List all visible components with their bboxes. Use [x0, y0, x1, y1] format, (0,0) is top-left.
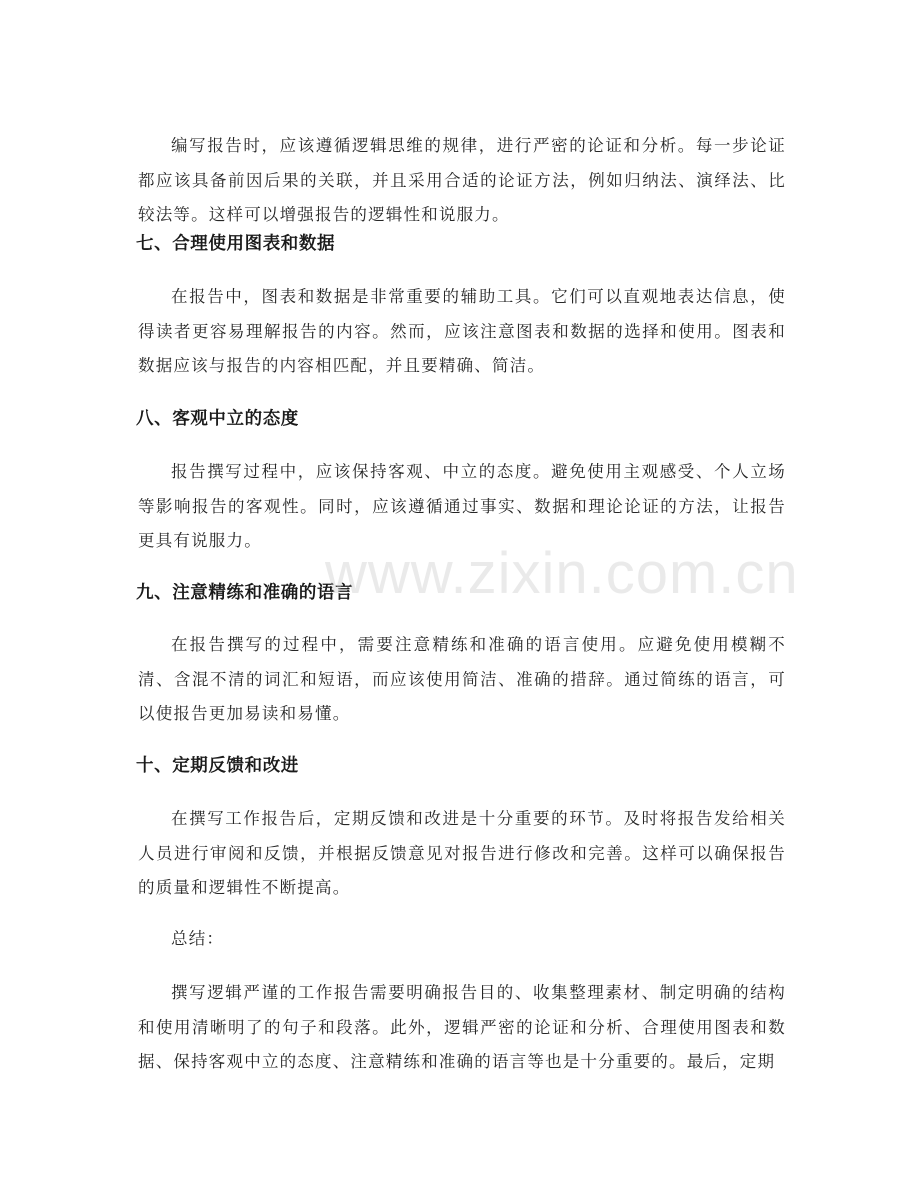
intro-paragraph: 编写报告时，应该遵循逻辑思维的规律，进行严密的论证和分析。每一步论证都应该具备前因后果的关联，并且采用合适的论证方法，例如归纳法、演绎法、比较法等。这样可以增强报告的逻辑性和说服力。: [138, 136, 786, 224]
section-body-8: 报告撰写过程中，应该保持客观、中立的态度。避免使用主观感受、个人立场等影响报告的客观性。同时，应该遵循通过事实、数据和理论论证的方法，让报告更具有说服力。: [138, 462, 786, 550]
section-heading-8: 八、客观中立的态度: [136, 409, 299, 429]
section-body-7: 在报告中，图表和数据是非常重要的辅助工具。它们可以直观地表达信息，使得读者更容易理解报告的内容。然而，应该注意图表和数据的选择和使用。图表和数据应该与报告的内容相匹配，并且要精确、简洁。: [138, 287, 786, 375]
summary-label: 总结：: [171, 929, 225, 948]
watermark: www.zixin.com.cn: [325, 541, 799, 606]
section-heading-9: 九、注意精练和准确的语言: [136, 583, 354, 603]
section-heading-7: 七、合理使用图表和数据: [136, 234, 336, 254]
summary-paragraph: 撰写逻辑严谨的工作报告需要明确报告目的、收集整理素材、制定明确的结构和使用清晰明了的句子和段落。此外，逻辑严密的论证和分析、合理使用图表和数据、保持客观中立的态度、注意精练和准确的语言等也是十分重要的。最后，定期: [138, 983, 786, 1071]
section-body-9: 在报告撰写的过程中，需要注意精练和准确的语言使用。应避免使用模糊不清、含混不清的词汇和短语，而应该使用简洁、准确的措辞。通过简练的语言，可以使报告更加易读和易懂。: [138, 635, 786, 723]
section-body-10: 在撰写工作报告后，定期反馈和改进是十分重要的环节。及时将报告发给相关人员进行审阅和反馈，并根据反馈意见对报告进行修改和完善。这样可以确保报告的质量和逻辑性不断提高。: [138, 809, 786, 897]
section-heading-10: 十、定期反馈和改进: [136, 756, 299, 776]
